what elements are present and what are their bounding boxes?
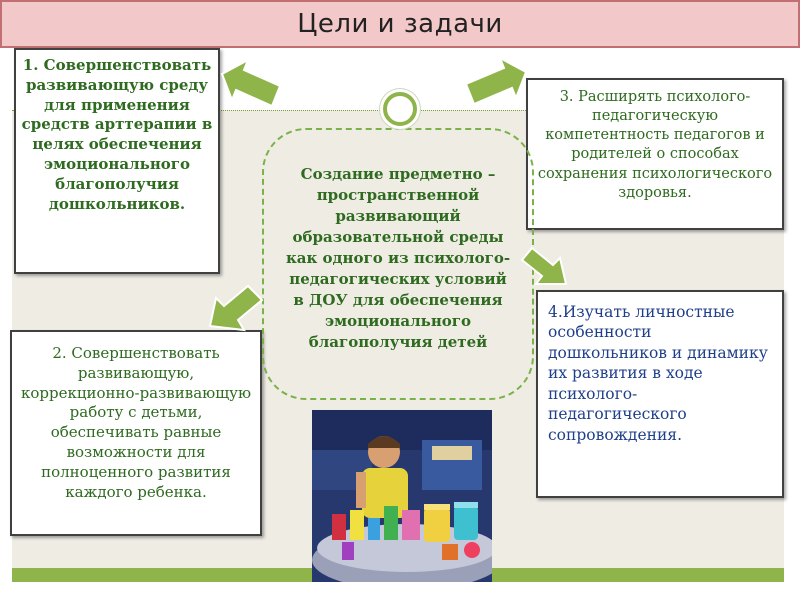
goal-1-text: 1. Совершенствовать развивающую среду для применения средств арттерапии в целях обеспечения эмоционального благополучия дошкольников. (21, 56, 213, 213)
arrow-up-right-icon (460, 54, 536, 118)
goal-2-text: 2. Совершенствовать развивающую, коррекционно-развивающую работу с детьми, обеспечивать равные возможности для полноценного развития каждого ребенка. (20, 344, 252, 501)
ring-icon (383, 92, 417, 126)
arrow-up-left-icon (214, 56, 284, 116)
goal-box-2 (10, 330, 262, 536)
goal-box-1 (14, 48, 220, 274)
goal-3-text: 3. Расширять психолого-педагогическую компетентность педагогов и родителей о способах сохранения психологического здоровья. (537, 89, 773, 201)
central-goal (262, 128, 534, 400)
central-goal-text: Создание предметно – пространственной развивающий образовательной среды как одного из психолого-педагогических условий в ДОУ для обеспечения эмоционального благополучия детей (285, 165, 511, 351)
title-banner (0, 0, 800, 48)
goal-box-3 (526, 78, 784, 230)
goal-4-text: 4.Изучать личностные особенности дошкольников и динамику их развития в ходе психолого-педагогического сопровождения. (548, 303, 768, 444)
page-title: Цели и задачи (297, 9, 503, 39)
classroom-photo (312, 410, 492, 582)
arrow-down-left-icon (204, 282, 266, 336)
arrow-down-right-icon (520, 244, 572, 292)
classroom-photo-image (312, 410, 492, 582)
goal-box-4 (536, 290, 784, 498)
